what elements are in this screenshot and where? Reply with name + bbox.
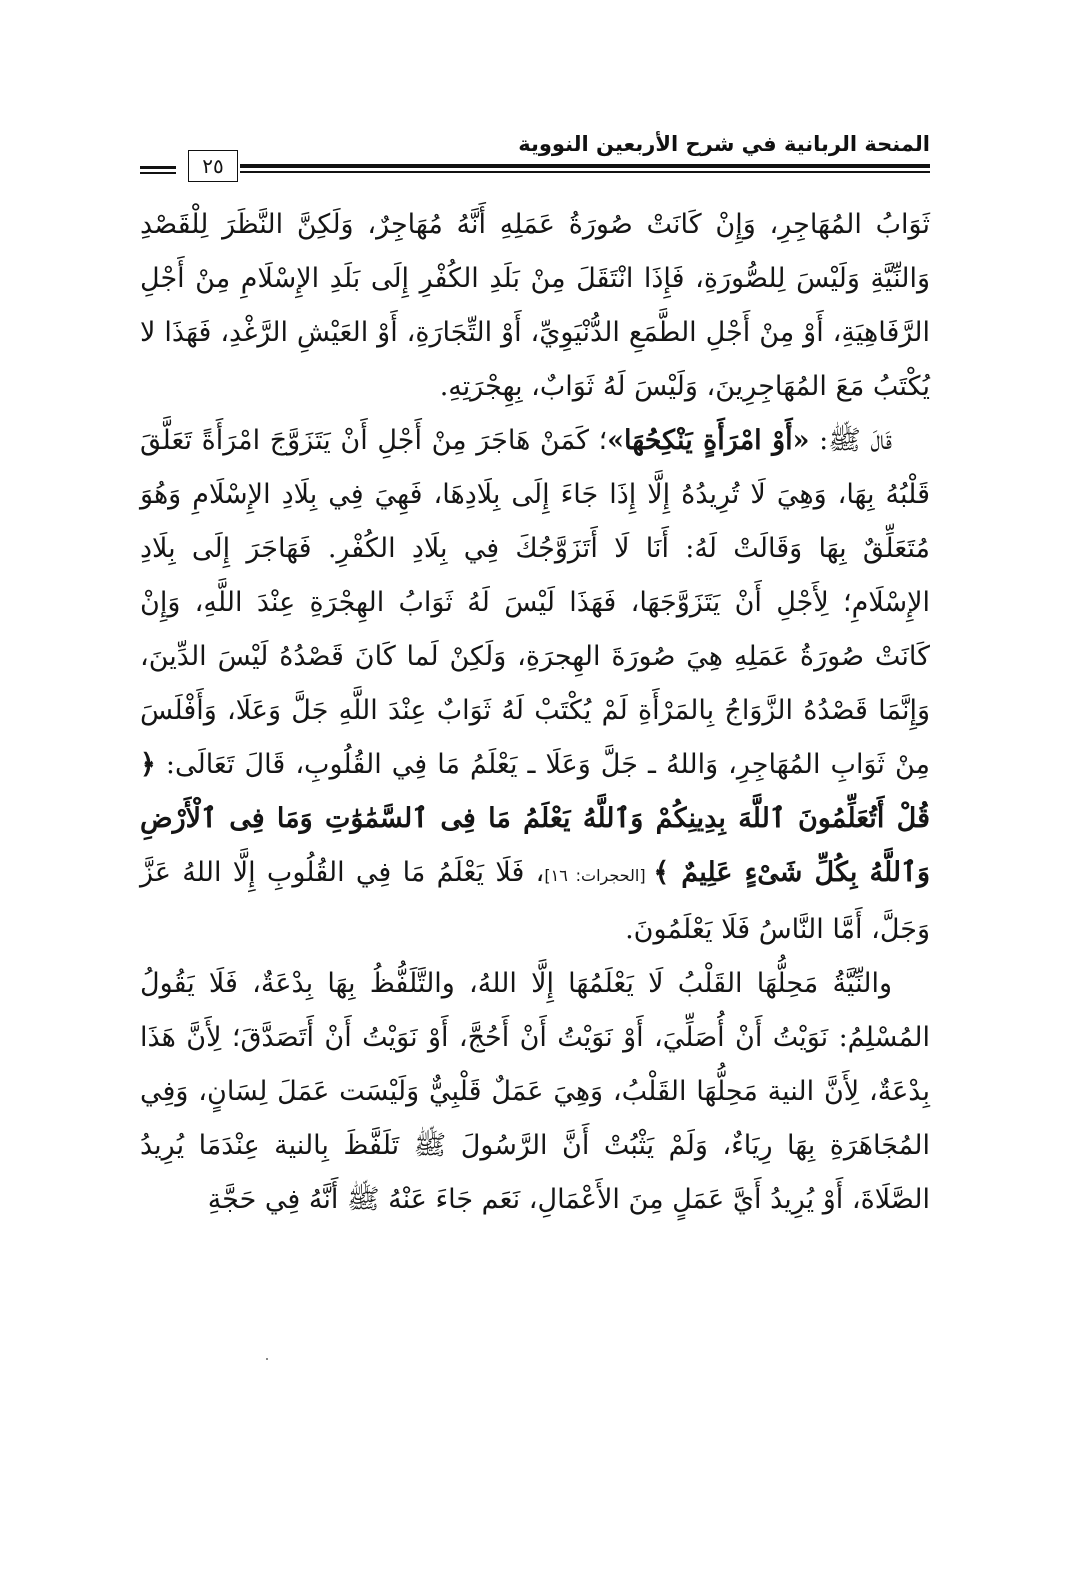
header-rule-end-thick <box>140 166 176 169</box>
verse-citation: [الحجرات: ١٦] <box>544 866 654 885</box>
header-rule-thick <box>240 164 930 168</box>
scan-speck <box>266 1358 268 1360</box>
header-rule-end <box>140 166 176 174</box>
header-rule-thin <box>240 171 930 173</box>
paragraph-3: والنِّيَّةُ مَحِلُّهَا القَلْبُ لَا يَعْلَمُهَا إِلَّا اللهُ، والتَّلَفُّظُ بِهَا بِدْعَةٌ، فَلَا يَقُولُ المُسْلِمُ: نَوَيْتُ أَنْ أُصَلِّيَ، أَوْ نَوَيْتُ أَنْ أَحُجَّ، أَوْ نَوَيْتُ أَنْ أَتَصَدَّقَ؛ لِأَنَّ هَذَا بِدْعَةٌ، لِأَنَّ النية مَحِلُّهَا القَلْبُ، وَهِيَ عَمَلٌ قَلْبِيٌّ وَلَيْسَت عَمَلَ لِسَانٍ، وَفِي المُجَاهَرَةِ بِهَا رِيَاءٌ، وَلَمْ يَثْبُتْ أَنَّ الرَّسُولَ ﷺ تَلَفَّظَ بِالنية عِنْدَمَا يُرِيدُ الصَّلَاةَ، أَوْ يُرِيدُ أَيَّ عَمَلٍ مِنَ الأَعْمَالِ، نَعَم جَاءَ عَنْهُ ﷺ أَنَّهُ فِي حَجَّةِ <box>140 968 930 1215</box>
paragraph-2-lead: قَالَ ﷺ: <box>809 425 892 456</box>
paragraph-1: ثَوَابُ المُهَاجِرِ، وَإِنْ كَانَتْ صُورَةُ عَمَلِهِ أَنَّهُ مُهَاجِرٌ، وَلَكِنَّ النَّظَرَ لِلْقَصْدِ وَالنِّيَّةِ وَلَيْسَ لِلصُّورَةِ، فَإِذَا انْتَقَلَ مِنْ بَلَدِ الكُفْرِ إِلَى بَلَدِ الإِسْلَامِ مِنْ أَجْلِ الرَّفَاهِيَةِ، أَوْ مِنْ أَجْلِ الطَّمَعِ الدُّنْيَوِيِّ، أَوْ التِّجَارَةِ، أَوْ العَيْشِ الرَّغْدِ، فَهَذَا لا يُكْتَبُ مَعَ المُهَاجِرِينَ، وَلَيْسَ لَهُ ثَوَابٌ، بِهِجْرَتِهِ. <box>140 209 930 402</box>
page-header <box>140 128 930 186</box>
quran-verse: ﴿ قُلْ أَتُعَلِّمُونَ ٱللَّهَ بِدِينِكُمْ وَٱللَّهُ يَعْلَمُ مَا فِى ٱلسَّمَٰوَٰتِ وَمَا فِى ٱلْأَرْضِ وَٱللَّهُ بِكُلِّ شَىْءٍ عَلِيمٌ ﴾ <box>140 749 931 888</box>
header-rule-end-thin <box>140 172 176 174</box>
page-number: ٢٥ <box>188 150 238 182</box>
paragraph-2 <box>140 414 930 957</box>
body-text <box>140 198 930 1227</box>
paragraph-2-text-a: ؛ كَمَنْ هَاجَرَ مِنْ أَجْلِ أَنْ يَتَزَوَّجَ امْرَأَةً تَعَلَّقَ قَلْبُهُ بِهَا، وَهِيَ لَا تُرِيدُهُ إِلَّا إِذَا جَاءَ إِلَى بِلَادِهَا، فَهِيَ فِي بِلَادِ الإِسْلَامِ وَهُوَ مُتَعَلِّقٌ بِهَا وَقَالَتْ لَهُ: أَنَا لَا أَتَزَوَّجُكَ فِي بِلَادِ الكُفْرِ. فَهَاجَرَ إِلَى بِلَادِ الإِسْلَامِ؛ لِأَجْلِ أَنْ يَتَزَوَّجَهَا، فَهَذَا لَيْسَ لَهُ ثَوَابُ الهِجْرَةِ عِنْدَ اللَّهِ، وَإِنْ كَانَتْ صُورَةُ عَمَلِهِ هِيَ صُورَةَ الهِجرَةِ، وَلَكِنْ لَما كَانَ قَصْدُهُ لَيْسَ الدِّينَ، وَإِنَّمَا قَصْدُهُ الزَّوَاجُ بِالمَرْأَةِ لَمْ يُكْتَبْ لَهُ ثَوَابٌ عِنْدَ اللَّهِ جَلَّ وَعَلَا، وَأَفْلَسَ مِنْ ثَوَابِ المُهَاجِرِ، وَاللهُ ـ جَلَّ وَعَلَا ـ يَعْلَمُ مَا فِي القُلُوبِ، قَالَ تَعَالَى: <box>140 425 930 780</box>
header-rule <box>240 164 930 174</box>
hadith-quote: «أَوْ امْرَأَةٍ يَنْكِحُهَا» <box>607 425 810 456</box>
running-header-title: المنحة الربانية في شرح الأربعين النووية <box>518 132 930 156</box>
paragraph-2-text-b: ، فَلَا يَعْلَمُ مَا فِي القُلُوبِ إِلَّا اللهُ عَزَّ وَجَلَّ، أَمَّا النَّاسُ فَلَا يَعْلَمُونَ. <box>140 857 930 945</box>
